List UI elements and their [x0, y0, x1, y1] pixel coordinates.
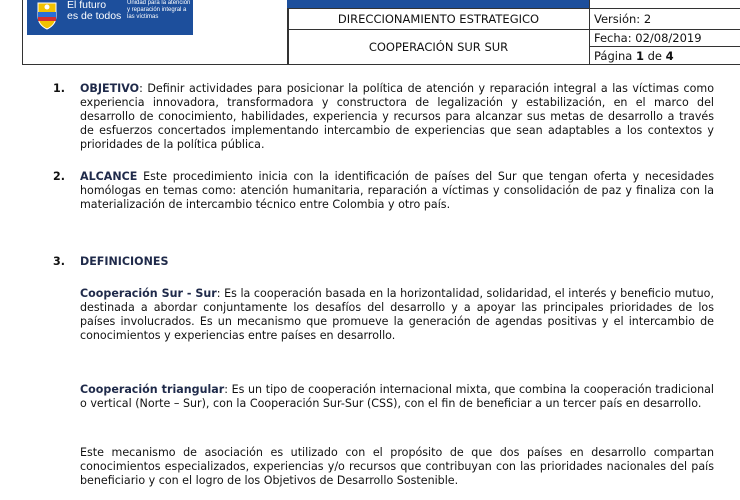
definition-term: Cooperación triangular — [80, 383, 225, 396]
version-label: Versión: 2 — [594, 12, 652, 26]
brand-line-1: El futuro — [67, 0, 107, 11]
date-label: Fecha: 02/08/2019 — [594, 31, 702, 45]
section-2-text: Este procedimiento inicia con la identificación de países del Sur que tengan oferta y necesidades homólogas en temas como: atención humanitaria, reparación a víctimas y consolidación de paz y finaliza con la materialización de intercambio técnico entre Colombia y otro país. — [80, 170, 714, 211]
brand-unit-name: Unidad para la atención y reparación integral a las víctimas — [127, 0, 191, 20]
section-1-title: OBJETIVO — [80, 82, 140, 95]
section-2-number: 2. — [53, 170, 65, 183]
procedure-name: COOPERACIÓN SUR SUR — [368, 40, 509, 54]
process-name: DIRECCIONAMIENTO ESTRATEGICO — [337, 12, 540, 26]
section-2-alcance — [80, 170, 714, 212]
section-3-title: DEFINICIONES — [80, 255, 169, 268]
section-3-number: 3. — [53, 255, 65, 268]
definition-term: Cooperación Sur - Sur — [80, 287, 217, 300]
section-1-objetivo — [80, 82, 714, 152]
section-2-title: ALCANCE — [80, 170, 138, 183]
definition-text: : Es un tipo de cooperación internacional mixta, que combina la cooperación tradicional o vertical (Norte – Sur), con la Cooperación Sur-Sur (CSS), con el fin de beneficiar a un tercer país en desarrollo. — [80, 383, 714, 410]
section-1-number: 1. — [53, 82, 65, 95]
page-number: Página 1 de 4 — [594, 48, 674, 63]
definition-sur-sur — [80, 287, 714, 343]
section-3-title-wrap — [80, 255, 714, 269]
section-1-text: : Definir actividades para posicionar la política de atención y reparación integral a las víctimas como experiencia innovadora, transformadora y constructora de legalización y estabilización, en el marco del desarrollo de conocimiento, habilidades, experiencia y recursos para alcanzar sus metas de desarrollo a través de esfuerzos concertados implementando intercambio de experiencias que sean adaptables a los contextos y prioridades de la política pública. — [80, 82, 714, 151]
definition-text: : Es la cooperación basada en la horizontalidad, solidaridad, el interés y beneficio mutuo, destinada a abordar conjuntamente los desafíos del desarrollo y a apoyar las principales prioridades de los países involucrados. Es un mecanismo que promueve la generación de agendas positivas y el intercambio de conocimientos y experiencias entre países en desarrollo. — [80, 287, 714, 342]
paragraph-mecanismo: Este mecanismo de asociación es utilizado con el propósito de que dos países en desarrollo compartan conocimientos especializados, experiencias y/o recursos que contribuyan con las prioridades nacionales del país beneficiario y con el logro de los Objetivos de Desarrollo Sostenible. — [80, 446, 714, 487]
definition-triangular — [80, 383, 714, 411]
brand-line-2: es de todos — [67, 10, 122, 22]
